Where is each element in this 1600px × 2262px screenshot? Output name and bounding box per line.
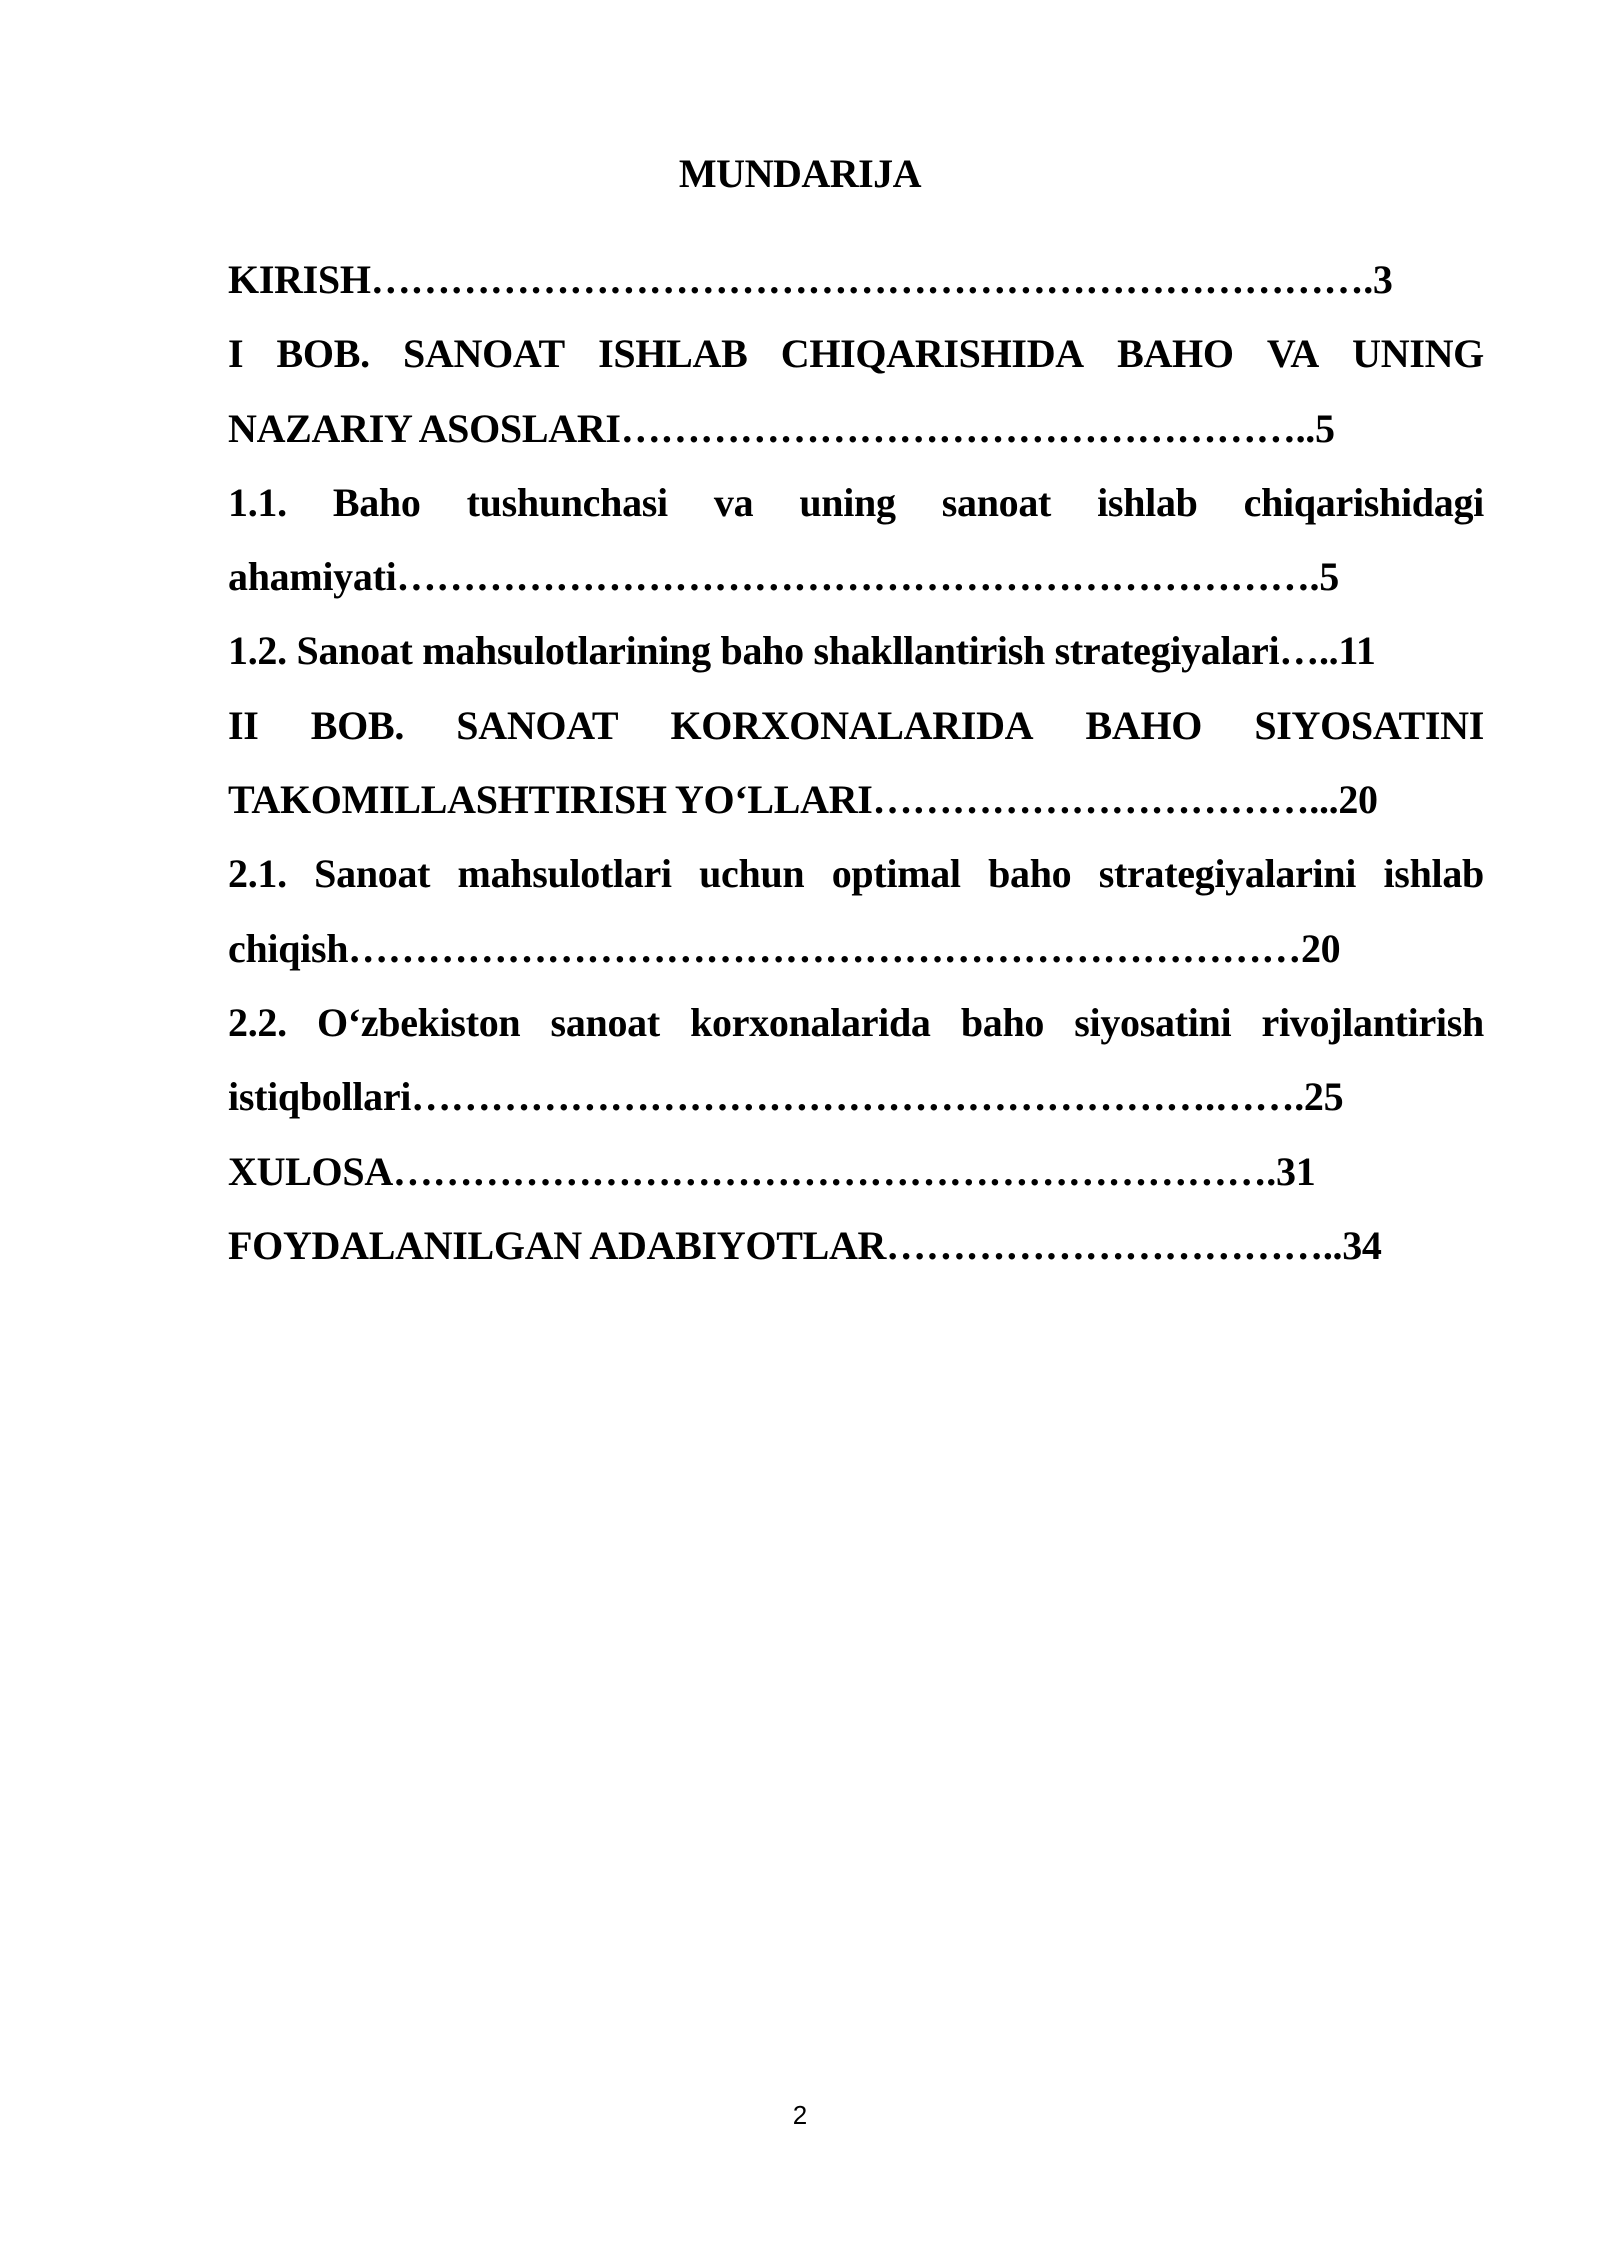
toc-word: strategiyalarini (1098, 851, 1357, 897)
toc-word: uning (799, 479, 896, 525)
toc-word: BOB. (276, 331, 370, 377)
toc-word: BAHO (1117, 331, 1234, 377)
toc-word: UNING (1352, 331, 1484, 377)
toc-word: SIYOSATINI (1254, 702, 1484, 748)
toc-word: Baho (332, 479, 421, 525)
toc-word: CHIQARISHIDA (780, 331, 1084, 377)
toc-word: VA (1266, 331, 1319, 377)
toc-entry-adabiyotlar: FOYDALANILGAN ADABIYOTLAR……………………………..34 (228, 1222, 1382, 1268)
toc-word: BAHO (1085, 702, 1203, 748)
toc-word: mahsulotlari (457, 851, 672, 897)
toc-word: 2.2. (228, 999, 287, 1045)
toc-word: baho (960, 999, 1045, 1045)
page-number: 2 (792, 2100, 808, 2130)
toc-word: uchun (699, 851, 805, 897)
toc-word: va (713, 479, 754, 525)
table-of-contents (228, 243, 1484, 1283)
toc-entry-section-1-2: 1.2. Sanoat mahsulotlarining baho shakllantirish strategiyalari…..11 (228, 628, 1376, 674)
toc-word: korxonalarida (690, 999, 931, 1045)
page-title: MUNDARIJA (678, 151, 922, 196)
toc-word: sanoat (941, 479, 1052, 525)
toc-word: ishlab (1383, 851, 1484, 897)
toc-word: rivojlantirish (1261, 999, 1484, 1045)
toc-entry-section-1-1-line-1 (228, 466, 1484, 540)
toc-entry-section-2-1-line-2: chiqish………………………………………………………………20 (228, 925, 1341, 971)
toc-entry-chapter-1-line-2: NAZARIY ASOSLARI……………………………………………..5 (228, 405, 1335, 451)
toc-entry-chapter-2-line-2: TAKOMILLASHTIRISH YO‘LLARI……………………………...20 (228, 777, 1378, 823)
toc-word: siyosatini (1074, 999, 1232, 1045)
toc-entry-kirish: KIRISH………………………………………………………………….3 (228, 257, 1393, 302)
toc-entry-section-2-2-line-2: istiqbollari…………………………………………………….…….25 (228, 1074, 1344, 1120)
toc-word: 1.1. (228, 479, 287, 525)
toc-word: SANOAT (403, 331, 565, 377)
toc-word: 2.1. (228, 851, 287, 897)
toc-word: tushunchasi (466, 479, 668, 525)
toc-entry-section-1-1-line-2: ahamiyati…………………………………………………………….5 (228, 554, 1339, 600)
toc-entry-section-2-2-line-1 (228, 986, 1484, 1060)
toc-word: optimal (831, 851, 961, 897)
toc-entry-section-2-1-line-1 (228, 837, 1484, 911)
toc-word: ISHLAB (598, 331, 748, 377)
toc-entry-xulosa: XULOSA………………………………………………………….31 (228, 1148, 1316, 1194)
toc-word: BOB. (310, 702, 405, 748)
toc-entry-chapter-1-line-1 (228, 317, 1484, 391)
toc-word: ishlab (1097, 479, 1198, 525)
toc-word: sanoat (550, 999, 660, 1045)
toc-word: baho (988, 851, 1072, 897)
toc-word: II (228, 702, 259, 748)
toc-entry-chapter-2-line-1 (228, 689, 1484, 763)
toc-word: O‘zbekiston (316, 999, 521, 1045)
toc-word: SANOAT (456, 702, 619, 748)
toc-word: chiqarishidagi (1243, 479, 1484, 525)
toc-word: I (228, 331, 244, 377)
toc-word: KORXONALARIDA (670, 702, 1034, 748)
toc-word: Sanoat (314, 851, 431, 897)
